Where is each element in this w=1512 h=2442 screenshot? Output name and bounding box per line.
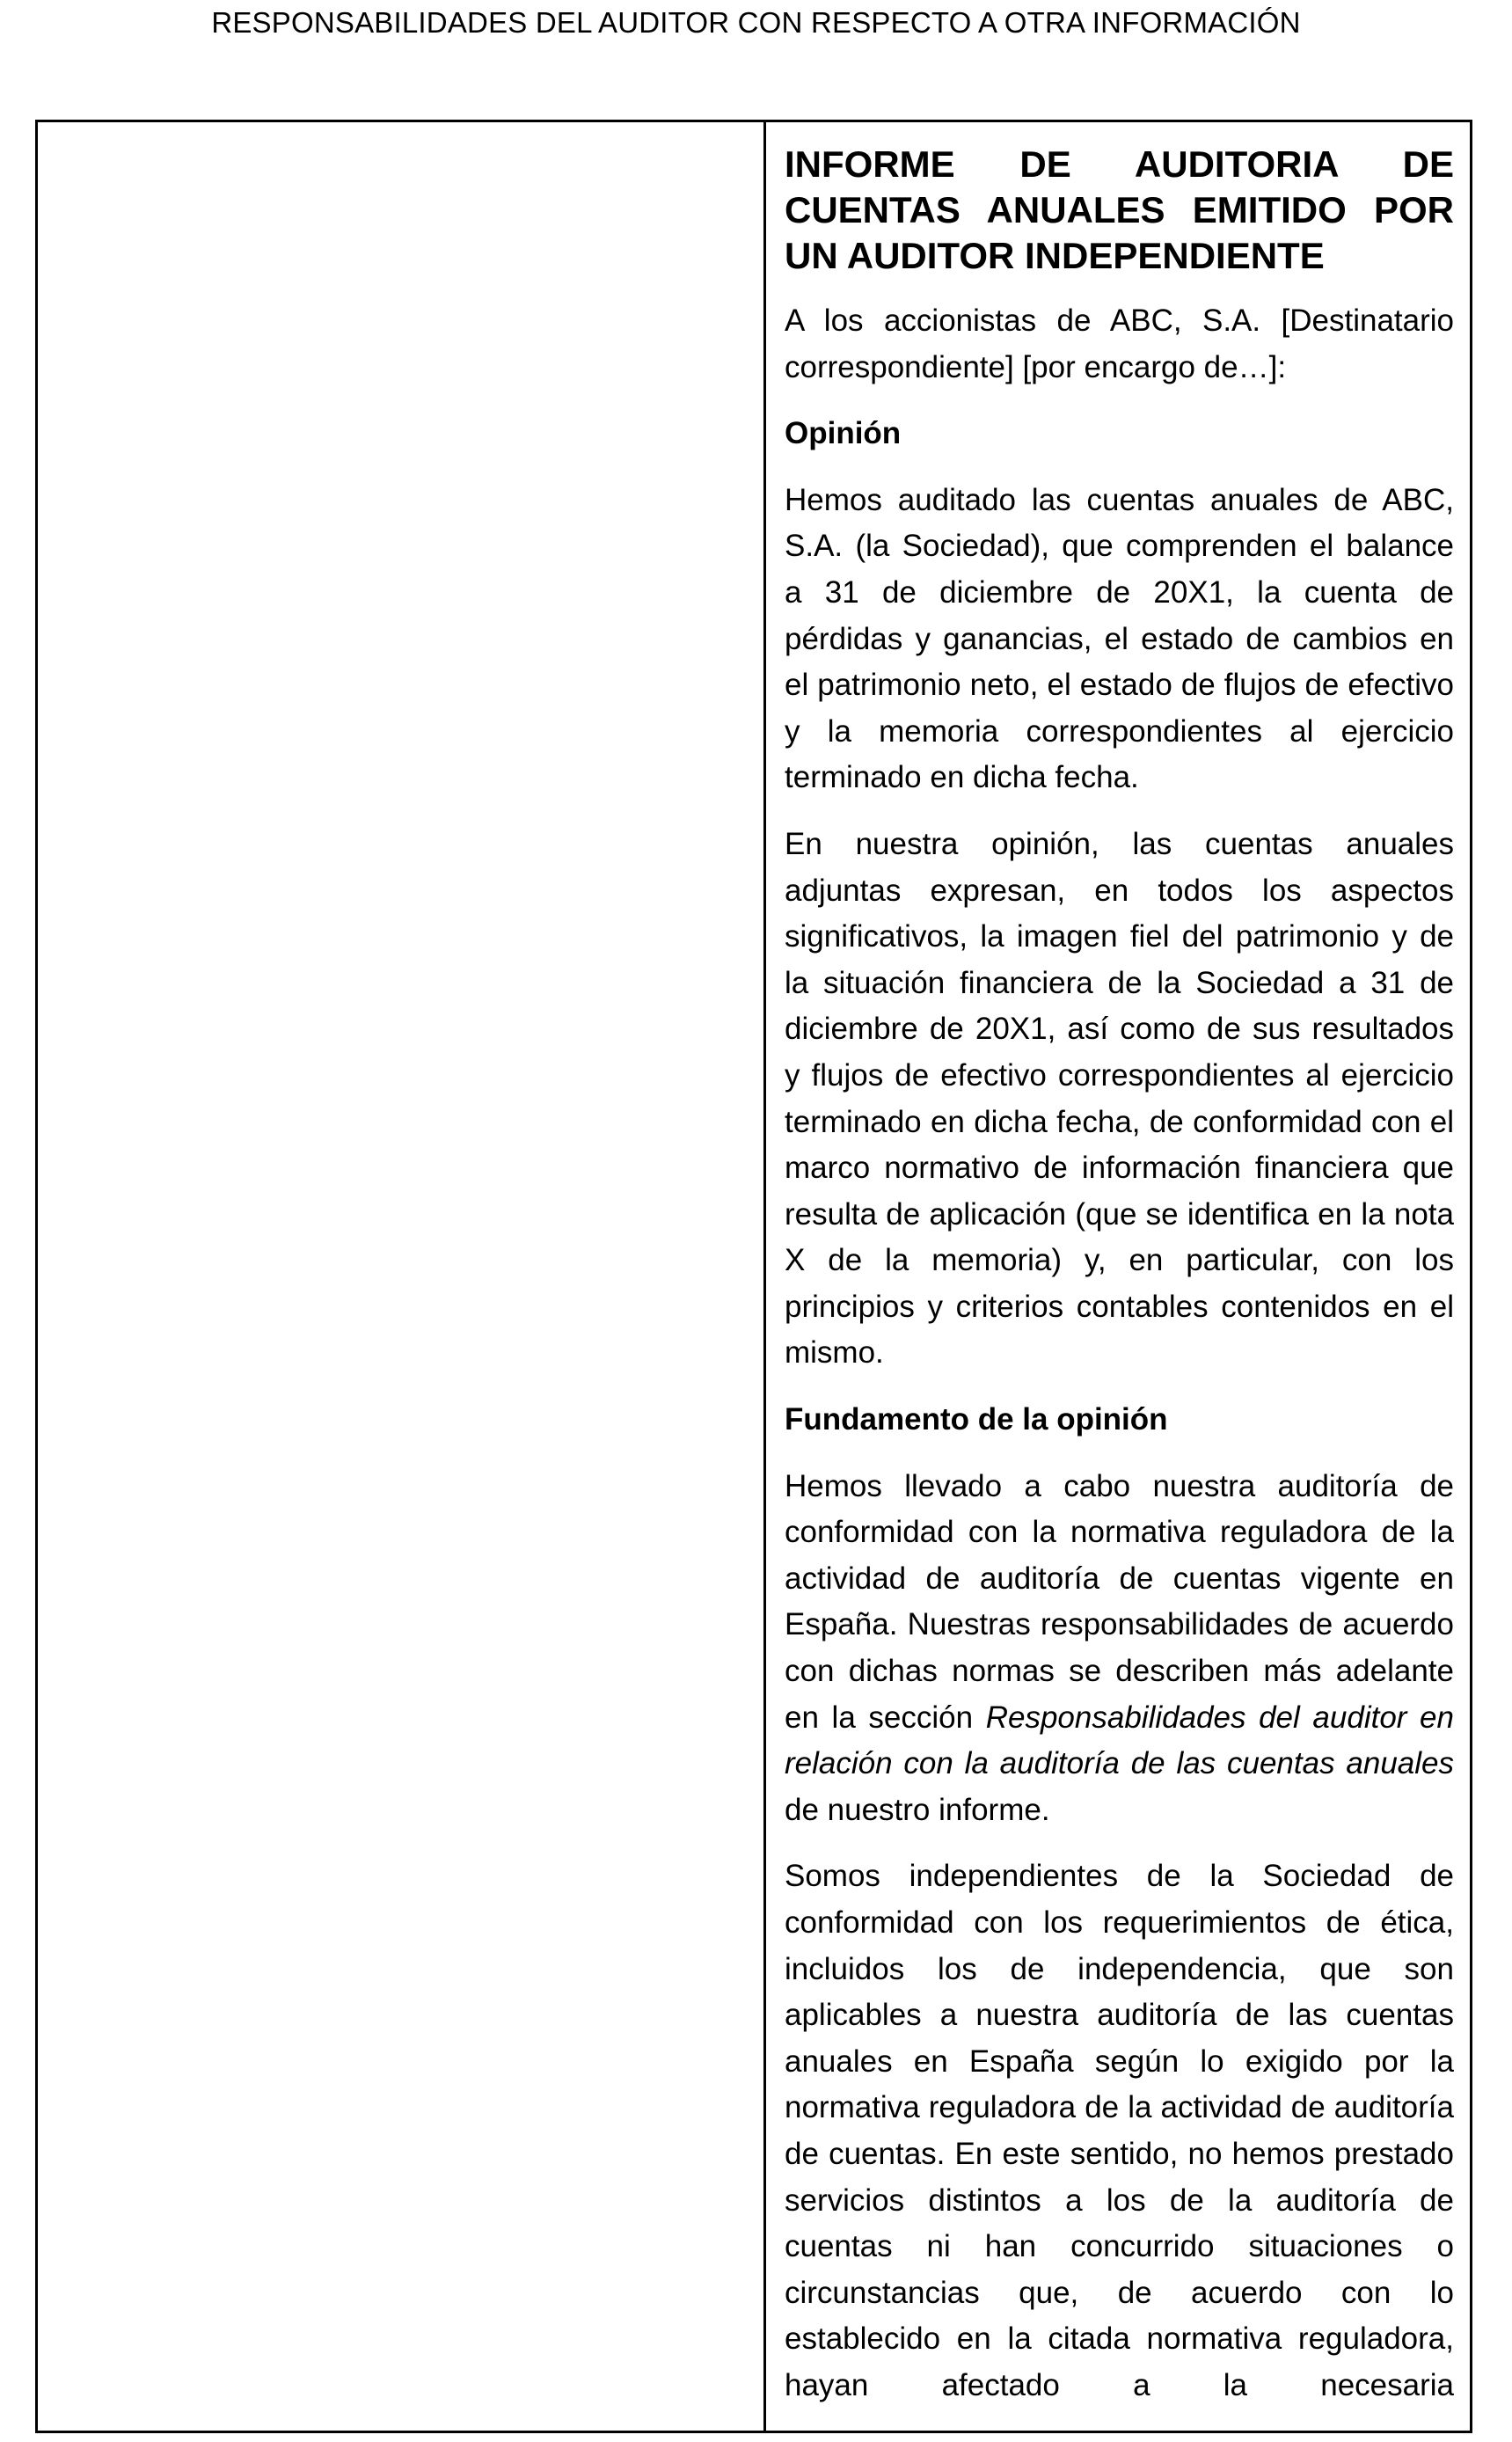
running-header: RESPONSABILIDADES DEL AUDITOR CON RESPECTO A OTRA INFORMACIÓN [211,6,1301,39]
two-column-table [35,120,1472,2433]
basis-paragraph-1-start: Hemos llevado a cabo nuestra auditoría de conformidad con la normativa reguladora de la actividad de auditoría de cuentas vigente en España. Nuestras responsabilidades de acuerdo con dichas normas se describen más adelante en la sección [785,1468,1454,1735]
opinion-paragraph-1: Hemos auditado las cuentas anuales de ABC, S.A. (la Sociedad), que comprenden el balance a 31 de diciembre de 20X1, la cuenta de pérdidas y ganancias, el estado de cambios en el patrimonio neto, el estado de flujos de efectivo y la memoria correspondientes al ejercicio terminado en dicha fecha. [785,482,1454,795]
opinion-heading: Opinión [785,416,902,451]
basis-paragraph-1-end: de nuestro informe. [785,1792,1050,1827]
report-title: INFORME DE AUDITORIA DE CUENTAS ANUALES EMITIDO POR UN AUDITOR INDEPENDIENTE [785,143,1454,276]
basis-paragraph-1 [785,1464,1454,1834]
opinion-paragraph-2: En nuestra opinión, las cuentas anuales adjuntas expresan, en todos los aspectos significativos, la imagen fiel del patrimonio y de la situación financiera de la Sociedad a 31 de diciembre de 20X1, así como de sus resultados y flujos de efectivo correspondientes al ejercicio terminado en dicha fecha, de conformidad con el marco normativo de información financiera que resulta de aplicación (que se identifica en la nota X de la memoria) y, en particular, con los principios y criterios contables contenidos en el mismo. [785,826,1454,1371]
basis-paragraph-2: Somos independientes de la Sociedad de conformidad con los requerimientos de ética, incluidos los de independencia, que son aplicables a nuestra auditoría de las cuentas anuales en España según lo exigido por la normativa reguladora de la actividad de auditoría de cuentas. En este sentido, no hemos prestado servicios distintos a los de la auditoría de cuentas ni han concurrido situaciones o circunstancias que, de acuerdo con lo establecido en la citada normativa reguladora, hayan afectado a la necesaria [785,1859,1454,2402]
addressee-paragraph: A los accionistas de ABC, S.A. [Destinatario correspondiente] [por encargo de…]: [785,303,1454,384]
right-column-cell [766,122,1470,2431]
basis-paragraph-1-section-reference: Responsabilidades del auditor en relación con la auditoría de las cuentas anuales [785,1700,1454,1781]
basis-heading: Fundamento de la opinión [785,1402,1168,1437]
left-column-cell [38,122,766,2431]
